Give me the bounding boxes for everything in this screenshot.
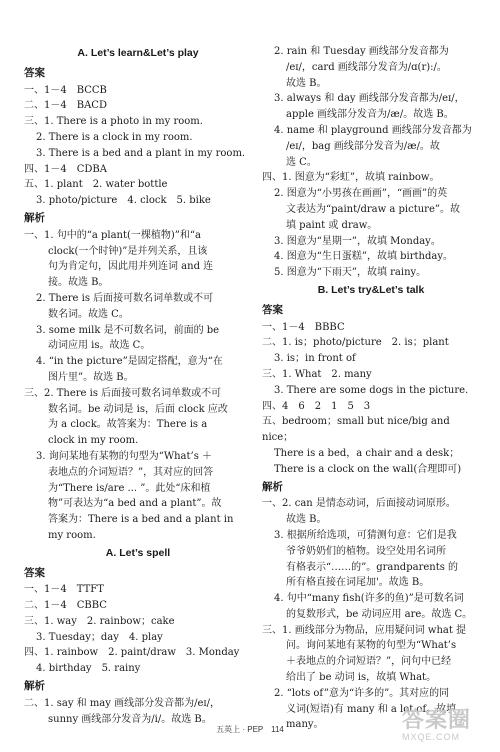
section-label: 答案 <box>262 303 283 316</box>
text-line: 3. 询问某地有某物的句型为“What’s ＋ <box>36 450 213 462</box>
text-line: 动词应用 is。故选 C。 <box>48 340 151 352</box>
section-title: B. Let’s try&Let’s talk <box>317 283 425 296</box>
section-label: 答案 <box>24 566 45 579</box>
text-line: 5. 图意为“下雨天”，故填 rainy。 <box>274 267 427 279</box>
text-line: /eɪ/，bag 画线部分发音为/æ/。故 <box>286 140 440 152</box>
text-line: 填 paint 或 draw。 <box>286 219 378 231</box>
text-line: clock(一个时钟)”是并列关系，且该 <box>48 245 208 257</box>
text-line: 四、4 6 2 1 5 3 <box>262 400 371 412</box>
text-line: /eɪ/，card 画线部分发音为/ɑ(r):/。 <box>286 61 447 73</box>
text-line: 三、1. What 2. many <box>262 368 372 380</box>
text-line: 2. “lots of”意为“许多的”。其对应的同 <box>274 687 450 699</box>
text-line: 3. photo/picture 4. clock 5. bike <box>36 195 211 207</box>
page-footer: 五英上 · PEP 114 <box>216 725 284 734</box>
text-line: 五、1. plant 2. water bottle <box>24 179 168 191</box>
text-line: 物”可表达为“a bed and a plant”。故 <box>48 498 222 510</box>
text-line: 三、1. way 2. rainbow；cake <box>24 615 175 627</box>
text-line: 三、2. There is 后面接可数名词单数或不可 <box>24 387 222 399</box>
text-line: 句为肯定句，因此用并列连词 and 连 <box>48 261 214 273</box>
section-title: A. Let’s learn&Let’s play <box>77 47 199 59</box>
text-line: 一、1－4 BBBC <box>262 321 345 333</box>
text-line: 故选 B。 <box>286 77 327 89</box>
section-label: 解析 <box>24 211 45 224</box>
text-line: 4. 图意为“生日蛋糕”，故填 birthday。 <box>274 251 453 263</box>
text-line: 3. There are some dogs in the picture. <box>274 384 469 396</box>
text-line: 爷爷奶奶们的植物。设空处用名词所 <box>286 545 446 557</box>
text-line: ＋表地点的介词短语？”，问句中已经 <box>286 656 452 668</box>
text-line: 故选 B。 <box>286 514 327 526</box>
text-line: 图片里”。故选 B。 <box>48 371 134 383</box>
text-line: 三、1. There is a photo in my room. <box>24 116 203 128</box>
text-line: 2. 图意为“小男孩在画画”，“画画”的英 <box>274 188 448 200</box>
text-line: 为“There is/are ... ”。此处“床和植 <box>48 482 211 494</box>
text-line: 3. some milk 是不可数名词，前面的 be <box>36 324 220 336</box>
watermark-text: 答案圈 <box>402 707 472 732</box>
text-line: 一、1－4 TTFT <box>24 584 104 596</box>
text-line: 的复数形式，be 动词应用 are。故选 C。 <box>286 608 473 620</box>
text-line: 二、1. is；photo/picture 2. is；plant <box>262 337 449 349</box>
text-line: 义词(短语)有 many 和 a lot of。故填 <box>286 703 457 715</box>
section-label: 解析 <box>262 480 283 493</box>
watermark-logo <box>402 708 494 748</box>
text-line: 五、bedroom；small but nice/big and nice； <box>262 416 450 444</box>
text-line: 一、1. 句中的“a plant(一棵植物)”和“a <box>24 229 201 241</box>
section-title: A. Let’s spell <box>105 546 171 559</box>
text-line: clock in my room. <box>48 435 139 447</box>
text-line: 数名词。be 动词是 is，后面 clock 应改 <box>48 403 228 415</box>
text-line: 二、1. say 和 may 画线部分发音都为/eɪ/， <box>24 697 220 709</box>
text-line: 数名词。故选 C。 <box>48 308 129 320</box>
text-line: 3. Tuesday；day 4. play <box>36 631 163 643</box>
text-line: 4. name 和 playground 画线部分发音都为 <box>274 124 472 136</box>
text-line: 有格表示“……的”。grandparents 的 <box>286 561 459 573</box>
text-line: 三、1. 画线部分为物品，应用疑问词 what 提 <box>262 624 467 636</box>
text-line: 4. “in the picture”是固定搭配，意为“在 <box>36 356 223 368</box>
text-line: 问。询问某地有某物的句型为“What’s <box>286 640 457 652</box>
text-line: 所有格直接在词尾加'。故选 B。 <box>286 577 430 589</box>
text-line: 3. is；in front of <box>274 353 356 365</box>
text-line: apple 画线部分发音为/æ/。故选 B。 <box>286 109 454 121</box>
text-line: my room. <box>48 529 96 541</box>
text-line: 答案为：There is a bed and a plant in <box>48 514 234 526</box>
text-line: 2. There is 后面接可数名词单数或不可 <box>36 292 214 304</box>
text-line: sunny 画线部分发音为/i/。故选 B。 <box>48 713 212 725</box>
text-line: 一、2. can 是情态动词，后面接动词原形。 <box>262 498 456 510</box>
text-line: There is a bed，a chair and a desk； <box>274 447 460 459</box>
text-line: 表地点的介词短语？”，其对应的回答 <box>48 466 214 478</box>
text-line: 四、1－4 CDBA <box>24 163 107 175</box>
text-line: 二、1－4 BACD <box>24 100 107 112</box>
text-line: 2. There is a clock in my room. <box>36 131 193 143</box>
text-line: 4. birthday 5. rainy <box>36 663 141 675</box>
text-line: 3. always 和 day 画线部分发音都为/eɪ/， <box>274 93 465 105</box>
text-line: 3. 图意为“星期一”，故填 Monday。 <box>274 235 441 247</box>
text-line: many。 <box>286 719 324 731</box>
left-column <box>24 44 252 727</box>
text-line: 为 a clock。故答案为：There is a <box>48 419 208 431</box>
text-line: 4. 句中“many fish(许多的鱼)”是可数名词 <box>274 593 464 605</box>
text-line: There is a clock on the wall(合理即可) <box>274 463 462 475</box>
text-line: 文表达为“paint/draw a picture”。故 <box>286 203 460 215</box>
text-line: 2. rain 和 Tuesday 画线部分发音都为 <box>274 46 449 57</box>
text-line: 3. 根据所给选项，可猜测句意：它们是我 <box>274 529 457 541</box>
right-column <box>262 44 480 733</box>
text-line: 给出了 be 动词 is，故填 What。 <box>286 672 437 684</box>
text-line: 二、1－4 CBBC <box>24 600 107 612</box>
text-line: 3. There is a bed and a plant in my room. <box>36 147 246 159</box>
section-label: 解析 <box>24 680 45 693</box>
section-label: 答案 <box>24 66 45 79</box>
text-line: 一、1－4 BCCB <box>24 84 107 96</box>
watermark-url: MXQE.COM <box>402 732 461 742</box>
text-line: 接。故选 B。 <box>48 277 109 289</box>
text-line: 选 C。 <box>286 156 317 168</box>
text-line: 四、1. 图意为“彩虹”，故填 rainbow。 <box>262 172 440 184</box>
text-line: 四、1. rainbow 2. paint/draw 3. Monday <box>24 647 240 659</box>
